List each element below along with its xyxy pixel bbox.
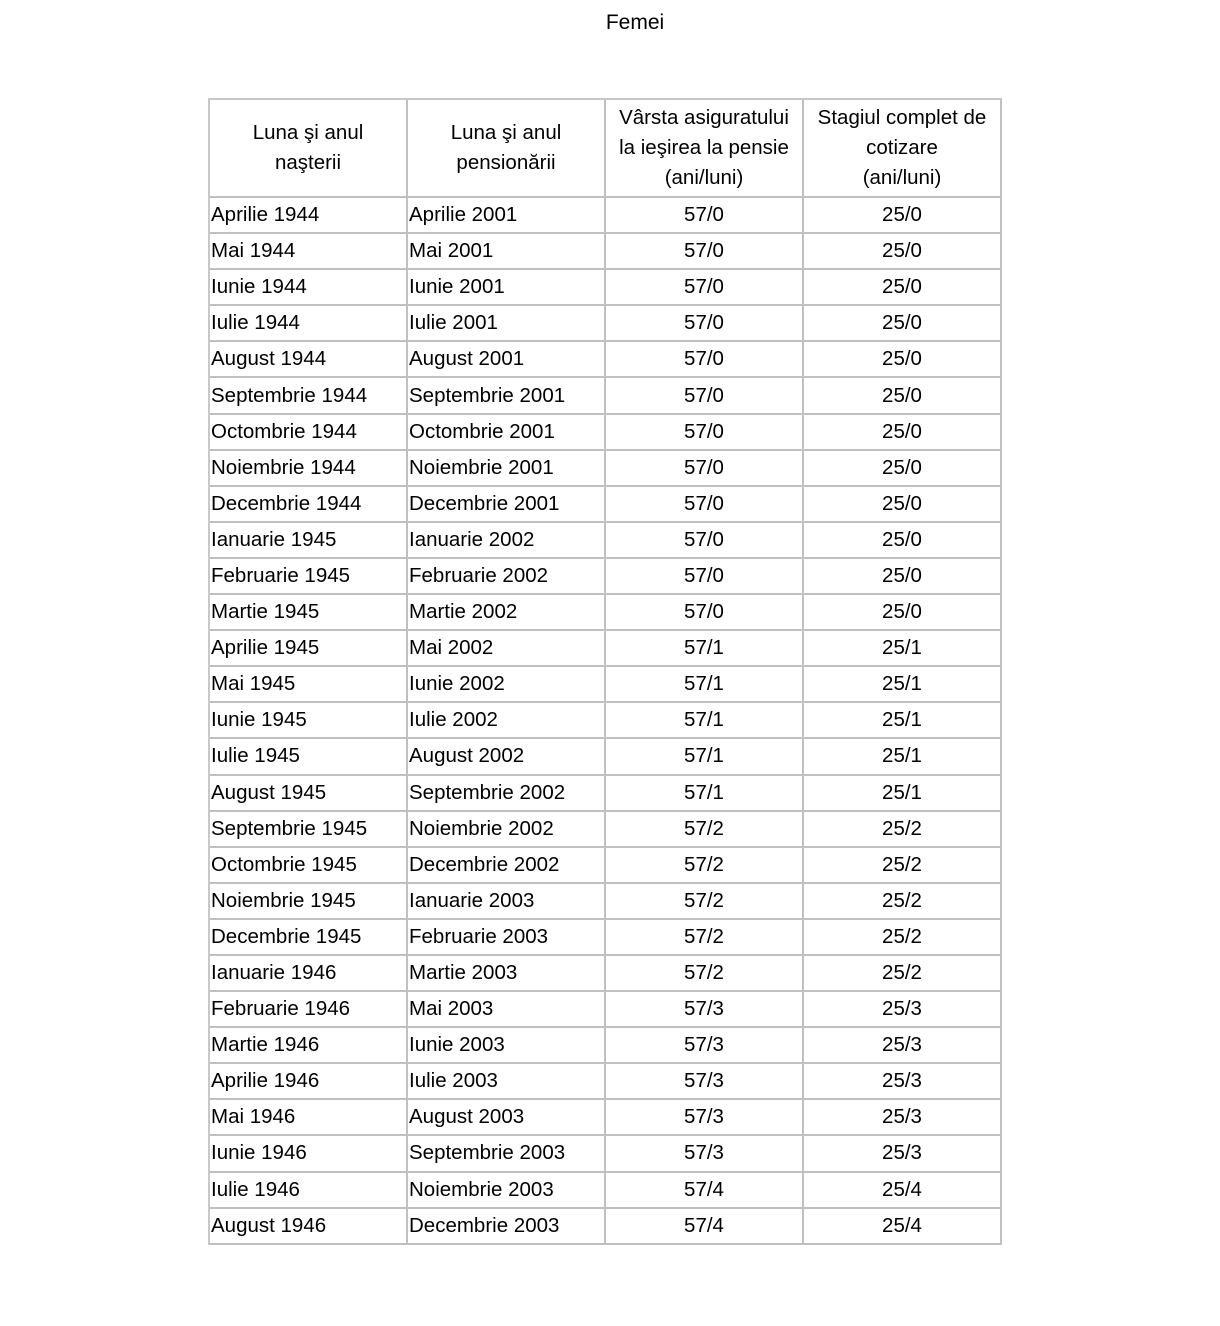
header-line: Luna şi anul bbox=[450, 121, 562, 144]
cell-contribution-period: 25/2 bbox=[804, 920, 1002, 956]
cell-retirement-date: Iulie 2001 bbox=[408, 306, 606, 342]
cell-contribution-period: 25/4 bbox=[804, 1209, 1002, 1245]
header-line: pensionării bbox=[456, 151, 556, 174]
cell-retirement-date: Iulie 2002 bbox=[408, 703, 606, 739]
cell-contribution-period: 25/3 bbox=[804, 992, 1002, 1028]
retirement-table bbox=[208, 98, 1002, 1245]
table-row bbox=[210, 884, 1002, 920]
cell-birth-date: Aprilie 1946 bbox=[210, 1064, 408, 1100]
cell-birth-date: August 1946 bbox=[210, 1209, 408, 1245]
cell-birth-date: Iunie 1944 bbox=[210, 270, 408, 306]
table-row bbox=[210, 415, 1002, 451]
cell-retirement-age: 57/3 bbox=[606, 1136, 804, 1172]
cell-birth-date: Octombrie 1944 bbox=[210, 415, 408, 451]
header-birth-month-year bbox=[210, 100, 408, 198]
header-line: Stagiul complet de bbox=[817, 106, 987, 129]
cell-retirement-date: Iulie 2003 bbox=[408, 1064, 606, 1100]
cell-contribution-period: 25/1 bbox=[804, 739, 1002, 775]
cell-contribution-period: 25/2 bbox=[804, 812, 1002, 848]
cell-retirement-age: 57/2 bbox=[606, 956, 804, 992]
cell-retirement-date: Ianuarie 2002 bbox=[408, 523, 606, 559]
cell-birth-date: Iulie 1944 bbox=[210, 306, 408, 342]
cell-contribution-period: 25/0 bbox=[804, 270, 1002, 306]
cell-retirement-date: Iunie 2001 bbox=[408, 270, 606, 306]
table-row bbox=[210, 523, 1002, 559]
cell-retirement-age: 57/1 bbox=[606, 667, 804, 703]
cell-birth-date: Aprilie 1945 bbox=[210, 631, 408, 667]
table-row bbox=[210, 920, 1002, 956]
table-row bbox=[210, 992, 1002, 1028]
table-row bbox=[210, 487, 1002, 523]
table-row bbox=[210, 848, 1002, 884]
cell-retirement-age: 57/0 bbox=[606, 451, 804, 487]
cell-retirement-date: Noiembrie 2002 bbox=[408, 812, 606, 848]
cell-retirement-date: Septembrie 2003 bbox=[408, 1136, 606, 1172]
header-line: (ani/luni) bbox=[664, 166, 744, 189]
cell-birth-date: Iunie 1945 bbox=[210, 703, 408, 739]
cell-retirement-date: Noiembrie 2001 bbox=[408, 451, 606, 487]
cell-contribution-period: 25/3 bbox=[804, 1136, 1002, 1172]
cell-retirement-date: Februarie 2002 bbox=[408, 559, 606, 595]
cell-contribution-period: 25/0 bbox=[804, 451, 1002, 487]
table-row bbox=[210, 631, 1002, 667]
header-line: Vârsta asiguratului bbox=[619, 106, 789, 129]
header-row bbox=[210, 100, 1002, 198]
cell-birth-date: Decembrie 1944 bbox=[210, 487, 408, 523]
cell-retirement-date: Septembrie 2001 bbox=[408, 378, 606, 414]
cell-contribution-period: 25/0 bbox=[804, 342, 1002, 378]
cell-birth-date: Martie 1945 bbox=[210, 595, 408, 631]
cell-retirement-date: Mai 2002 bbox=[408, 631, 606, 667]
cell-contribution-period: 25/0 bbox=[804, 595, 1002, 631]
cell-retirement-age: 57/2 bbox=[606, 848, 804, 884]
cell-retirement-date: Mai 2001 bbox=[408, 234, 606, 270]
cell-birth-date: Martie 1946 bbox=[210, 1028, 408, 1064]
cell-retirement-age: 57/0 bbox=[606, 415, 804, 451]
cell-retirement-date: August 2001 bbox=[408, 342, 606, 378]
table-row bbox=[210, 1100, 1002, 1136]
page-title: Femei bbox=[605, 11, 665, 34]
table-row bbox=[210, 378, 1002, 414]
cell-retirement-age: 57/1 bbox=[606, 703, 804, 739]
cell-retirement-age: 57/0 bbox=[606, 523, 804, 559]
cell-birth-date: Octombrie 1945 bbox=[210, 848, 408, 884]
cell-retirement-age: 57/2 bbox=[606, 812, 804, 848]
cell-birth-date: Ianuarie 1946 bbox=[210, 956, 408, 992]
cell-retirement-date: August 2003 bbox=[408, 1100, 606, 1136]
cell-retirement-date: Decembrie 2003 bbox=[408, 1209, 606, 1245]
cell-birth-date: Aprilie 1944 bbox=[210, 198, 408, 234]
cell-birth-date: Februarie 1946 bbox=[210, 992, 408, 1028]
cell-birth-date: Septembrie 1945 bbox=[210, 812, 408, 848]
table-row bbox=[210, 306, 1002, 342]
table-row bbox=[210, 776, 1002, 812]
table-row bbox=[210, 342, 1002, 378]
cell-retirement-age: 57/0 bbox=[606, 487, 804, 523]
header-contribution-period bbox=[804, 100, 1002, 198]
header-line: la ieşirea la pensie bbox=[619, 136, 789, 159]
cell-retirement-date: Iunie 2003 bbox=[408, 1028, 606, 1064]
cell-retirement-date: Septembrie 2002 bbox=[408, 776, 606, 812]
cell-retirement-age: 57/0 bbox=[606, 198, 804, 234]
header-line: cotizare bbox=[866, 136, 938, 159]
cell-retirement-date: August 2002 bbox=[408, 739, 606, 775]
cell-birth-date: Mai 1944 bbox=[210, 234, 408, 270]
cell-contribution-period: 25/0 bbox=[804, 306, 1002, 342]
header-line: (ani/luni) bbox=[862, 166, 942, 189]
table-row bbox=[210, 812, 1002, 848]
cell-contribution-period: 25/2 bbox=[804, 884, 1002, 920]
header-line: Luna şi anul bbox=[252, 121, 364, 144]
table-row bbox=[210, 1173, 1002, 1209]
cell-contribution-period: 25/3 bbox=[804, 1100, 1002, 1136]
cell-retirement-age: 57/3 bbox=[606, 1064, 804, 1100]
cell-retirement-age: 57/2 bbox=[606, 920, 804, 956]
cell-retirement-date: Iunie 2002 bbox=[408, 667, 606, 703]
cell-retirement-age: 57/0 bbox=[606, 378, 804, 414]
header-retirement-month-year bbox=[408, 100, 606, 198]
cell-birth-date: Noiembrie 1944 bbox=[210, 451, 408, 487]
cell-birth-date: August 1945 bbox=[210, 776, 408, 812]
cell-retirement-date: Martie 2002 bbox=[408, 595, 606, 631]
table-row bbox=[210, 703, 1002, 739]
cell-contribution-period: 25/1 bbox=[804, 703, 1002, 739]
cell-retirement-age: 57/3 bbox=[606, 1028, 804, 1064]
cell-contribution-period: 25/2 bbox=[804, 848, 1002, 884]
cell-birth-date: Ianuarie 1945 bbox=[210, 523, 408, 559]
cell-retirement-age: 57/2 bbox=[606, 884, 804, 920]
table-row bbox=[210, 956, 1002, 992]
cell-contribution-period: 25/1 bbox=[804, 667, 1002, 703]
cell-retirement-age: 57/0 bbox=[606, 559, 804, 595]
table-row bbox=[210, 1064, 1002, 1100]
table-row bbox=[210, 451, 1002, 487]
cell-retirement-age: 57/0 bbox=[606, 595, 804, 631]
cell-contribution-period: 25/0 bbox=[804, 378, 1002, 414]
cell-contribution-period: 25/0 bbox=[804, 234, 1002, 270]
cell-contribution-period: 25/0 bbox=[804, 415, 1002, 451]
cell-retirement-age: 57/0 bbox=[606, 342, 804, 378]
table-row bbox=[210, 595, 1002, 631]
table-body bbox=[210, 198, 1002, 1245]
cell-birth-date: Noiembrie 1945 bbox=[210, 884, 408, 920]
cell-retirement-age: 57/3 bbox=[606, 992, 804, 1028]
cell-retirement-date: Mai 2003 bbox=[408, 992, 606, 1028]
cell-retirement-date: Martie 2003 bbox=[408, 956, 606, 992]
cell-retirement-date: Februarie 2003 bbox=[408, 920, 606, 956]
table-row bbox=[210, 234, 1002, 270]
cell-retirement-age: 57/4 bbox=[606, 1209, 804, 1245]
cell-retirement-age: 57/0 bbox=[606, 270, 804, 306]
cell-retirement-date: Decembrie 2002 bbox=[408, 848, 606, 884]
cell-retirement-date: Ianuarie 2003 bbox=[408, 884, 606, 920]
cell-birth-date: Februarie 1945 bbox=[210, 559, 408, 595]
table-row bbox=[210, 667, 1002, 703]
cell-retirement-date: Aprilie 2001 bbox=[408, 198, 606, 234]
cell-birth-date: Iulie 1945 bbox=[210, 739, 408, 775]
table-row bbox=[210, 1209, 1002, 1245]
table-row bbox=[210, 1028, 1002, 1064]
cell-contribution-period: 25/4 bbox=[804, 1173, 1002, 1209]
cell-retirement-age: 57/4 bbox=[606, 1173, 804, 1209]
table-row bbox=[210, 1136, 1002, 1172]
cell-contribution-period: 25/1 bbox=[804, 631, 1002, 667]
cell-birth-date: Mai 1946 bbox=[210, 1100, 408, 1136]
cell-birth-date: Decembrie 1945 bbox=[210, 920, 408, 956]
header-line: naşterii bbox=[274, 151, 342, 174]
cell-retirement-age: 57/0 bbox=[606, 306, 804, 342]
cell-retirement-age: 57/1 bbox=[606, 739, 804, 775]
cell-contribution-period: 25/3 bbox=[804, 1064, 1002, 1100]
table-row bbox=[210, 198, 1002, 234]
cell-retirement-age: 57/1 bbox=[606, 631, 804, 667]
cell-retirement-age: 57/3 bbox=[606, 1100, 804, 1136]
header-retirement-age bbox=[606, 100, 804, 198]
table-row bbox=[210, 270, 1002, 306]
cell-contribution-period: 25/0 bbox=[804, 487, 1002, 523]
cell-retirement-age: 57/0 bbox=[606, 234, 804, 270]
cell-retirement-date: Noiembrie 2003 bbox=[408, 1173, 606, 1209]
cell-birth-date: Mai 1945 bbox=[210, 667, 408, 703]
table-row bbox=[210, 739, 1002, 775]
cell-contribution-period: 25/1 bbox=[804, 776, 1002, 812]
cell-birth-date: Iunie 1946 bbox=[210, 1136, 408, 1172]
cell-contribution-period: 25/0 bbox=[804, 523, 1002, 559]
cell-contribution-period: 25/2 bbox=[804, 956, 1002, 992]
cell-contribution-period: 25/0 bbox=[804, 559, 1002, 595]
cell-contribution-period: 25/3 bbox=[804, 1028, 1002, 1064]
cell-birth-date: Iulie 1946 bbox=[210, 1173, 408, 1209]
cell-retirement-date: Decembrie 2001 bbox=[408, 487, 606, 523]
cell-birth-date: Septembrie 1944 bbox=[210, 378, 408, 414]
table-row bbox=[210, 559, 1002, 595]
cell-contribution-period: 25/0 bbox=[804, 198, 1002, 234]
cell-birth-date: August 1944 bbox=[210, 342, 408, 378]
cell-retirement-age: 57/1 bbox=[606, 776, 804, 812]
cell-retirement-date: Octombrie 2001 bbox=[408, 415, 606, 451]
